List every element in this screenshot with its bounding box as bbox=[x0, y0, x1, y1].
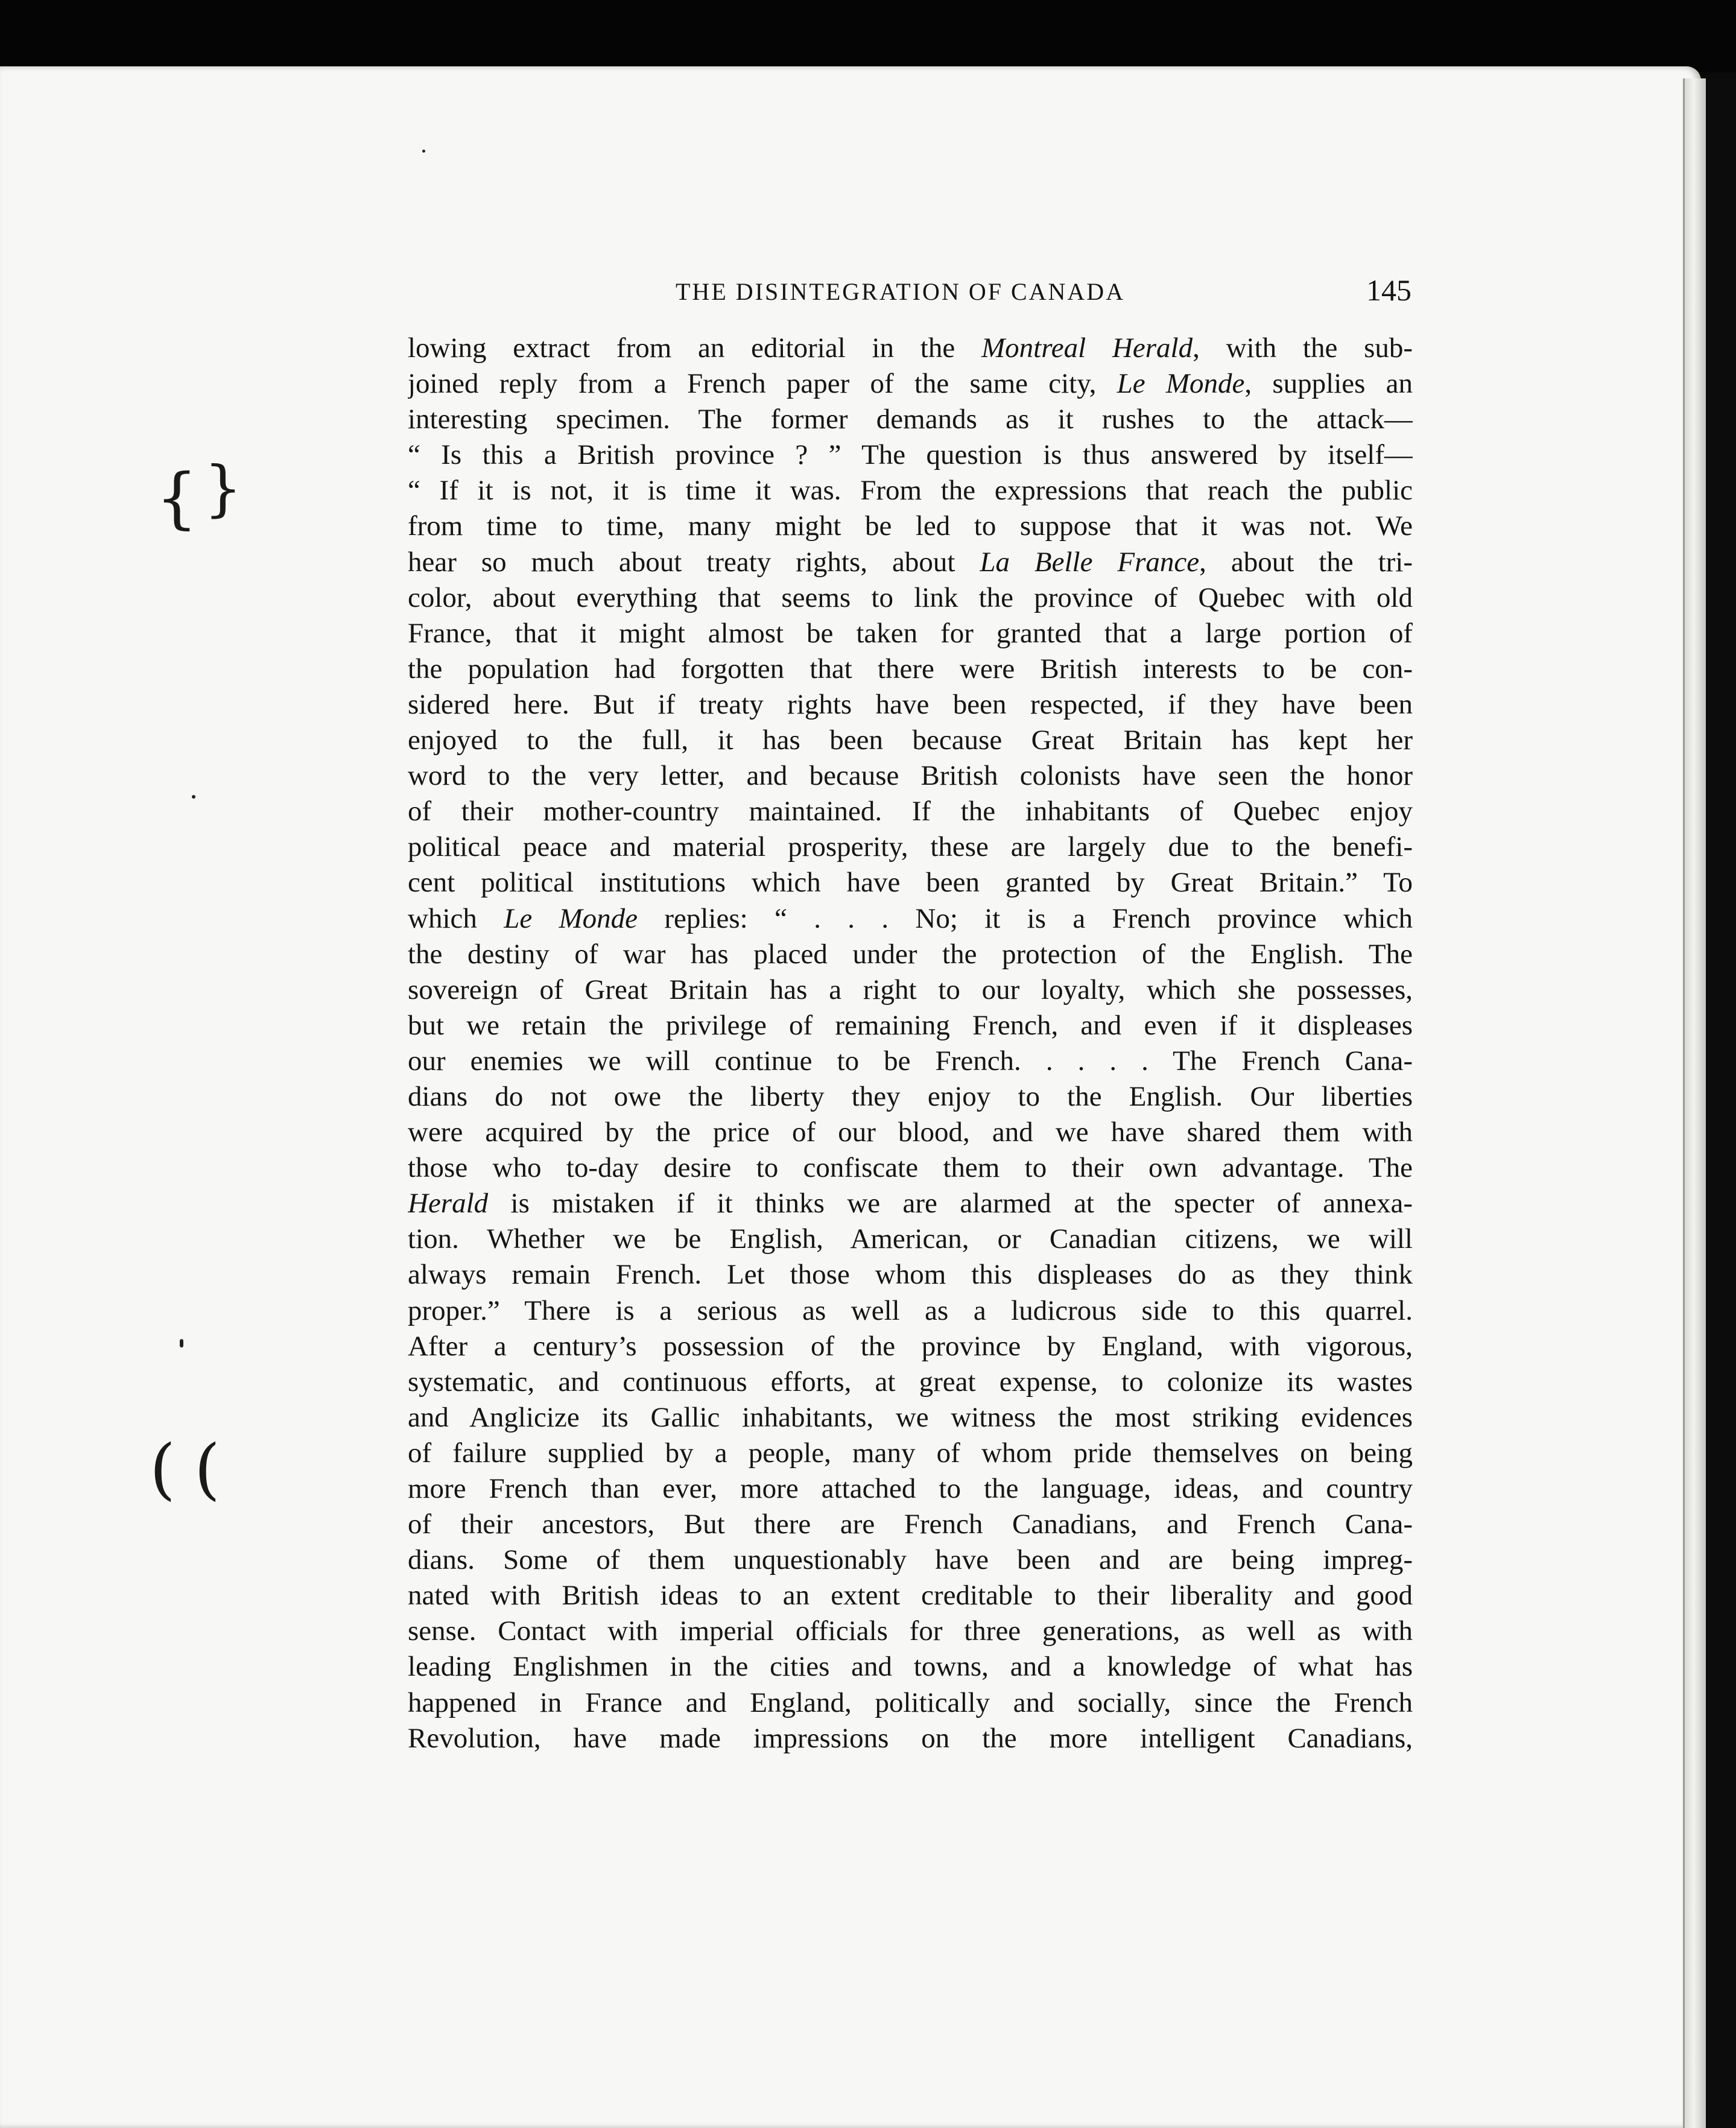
text-line: France, that it might almost be taken for granted that a large portion of bbox=[408, 617, 1413, 649]
text-line: dians do not owe the liberty they enjoy to the English. Our liberties bbox=[408, 1080, 1413, 1112]
text-line: “ If it is not, it is time it was. From the expressions that reach the public bbox=[408, 475, 1413, 507]
text-line: hear so much about treaty rights, about La Belle France, about the tri- bbox=[408, 546, 1413, 578]
page-edge bbox=[1683, 78, 1708, 2128]
text-line: Revolution, have made impressions on the more intelligent Canadians, bbox=[408, 1722, 1413, 1754]
text-line: happened in France and England, politically and socially, since the French bbox=[408, 1686, 1413, 1718]
text-line: our enemies we will continue to be French. . . . . The French Cana- bbox=[408, 1045, 1413, 1077]
margin-dot bbox=[422, 150, 425, 153]
margin-bracket-mark: ( bbox=[150, 1430, 176, 1507]
page-number: 145 bbox=[1366, 273, 1411, 307]
running-head: THE DISINTEGRATION OF CANADA bbox=[676, 278, 1126, 305]
text-line: leading Englishmen in the cities and towns, and a knowledge of what has bbox=[408, 1651, 1413, 1683]
text-line: and Anglicize its Gallic inhabitants, we witness the most striking evidences bbox=[408, 1401, 1413, 1433]
body-text bbox=[408, 331, 1413, 1756]
text-line: “ Is this a British province ? ” The question is thus answered by itself— bbox=[408, 439, 1413, 471]
text-line: those who to-day desire to confiscate them to their own advantage. The bbox=[408, 1152, 1413, 1184]
text-line: from time to time, many might be led to suppose that it was not. We bbox=[408, 510, 1413, 542]
text-line: of their ancestors, But there are French Canadians, and French Cana- bbox=[408, 1509, 1413, 1541]
text-line: the destiny of war has placed under the protection of the English. The bbox=[408, 938, 1413, 970]
text-line: sidered here. But if treaty rights have been respected, if they have been bbox=[408, 688, 1413, 720]
margin-bracket-mark: { bbox=[156, 459, 198, 536]
text-line: proper.” There is a serious as well as a ludicrous side to this quarrel. bbox=[408, 1294, 1413, 1326]
margin-dot bbox=[192, 795, 195, 799]
margin-bracket-mark: } bbox=[204, 453, 242, 524]
text-line: were acquired by the price of our blood, and we have shared them with bbox=[408, 1116, 1413, 1148]
text-line: systematic, and continuous efforts, at great expense, to colonize its wastes bbox=[408, 1366, 1413, 1398]
text-line: political peace and material prosperity, these are largely due to the benefi- bbox=[408, 831, 1413, 863]
scan-right-border bbox=[1706, 78, 1736, 2128]
text-line: of their mother-country maintained. If the inhabitants of Quebec enjoy bbox=[408, 796, 1413, 828]
text-line: sense. Contact with imperial officials for three generations, as well as with bbox=[408, 1615, 1413, 1647]
text-line: tion. Whether we be English, American, or Canadian citizens, we will bbox=[408, 1223, 1413, 1255]
text-line: enjoyed to the full, it has been because Great Britain has kept her bbox=[408, 724, 1413, 756]
text-line: the population had forgotten that there were British interests to be con- bbox=[408, 653, 1413, 685]
text-line: interesting specimen. The former demands as it rushes to the attack— bbox=[408, 404, 1413, 435]
margin-bracket-mark: ( bbox=[194, 1430, 220, 1507]
text-line: After a century’s possession of the province by England, with vigorous, bbox=[408, 1330, 1413, 1362]
text-line: joined reply from a French paper of the same city, Le Monde, supplies an bbox=[408, 368, 1413, 400]
text-line: nated with British ideas to an extent creditable to their liberality and good bbox=[408, 1580, 1413, 1612]
text-line: more French than ever, more attached to the language, ideas, and country bbox=[408, 1473, 1413, 1504]
text-line: Herald is mistaken if it thinks we are alarmed at the specter of annexa- bbox=[408, 1188, 1413, 1220]
text-line: cent political institutions which have been granted by Great Britain.” To bbox=[408, 867, 1413, 899]
text-line: word to the very letter, and because British colonists have seen the honor bbox=[408, 760, 1413, 792]
text-line: which Le Monde replies: “ . . . No; it is a French province which bbox=[408, 902, 1413, 934]
text-line: dians. Some of them unquestionably have been and are being impreg- bbox=[408, 1544, 1413, 1576]
scan-top-border bbox=[0, 0, 1736, 72]
text-line: always remain French. Let those whom this displeases do as they think bbox=[408, 1259, 1413, 1291]
text-line: but we retain the privilege of remaining French, and even if it displeases bbox=[408, 1009, 1413, 1041]
text-line: color, about everything that seems to link the province of Quebec with old bbox=[408, 581, 1413, 613]
text-line: lowing extract from an editorial in the Montreal Herald, with the sub- bbox=[408, 332, 1413, 364]
text-line: of failure supplied by a people, many of whom pride themselves on being bbox=[408, 1437, 1413, 1469]
margin-dot bbox=[180, 1339, 183, 1347]
text-line: sovereign of Great Britain has a right to our loyalty, which she possesses, bbox=[408, 974, 1413, 1005]
